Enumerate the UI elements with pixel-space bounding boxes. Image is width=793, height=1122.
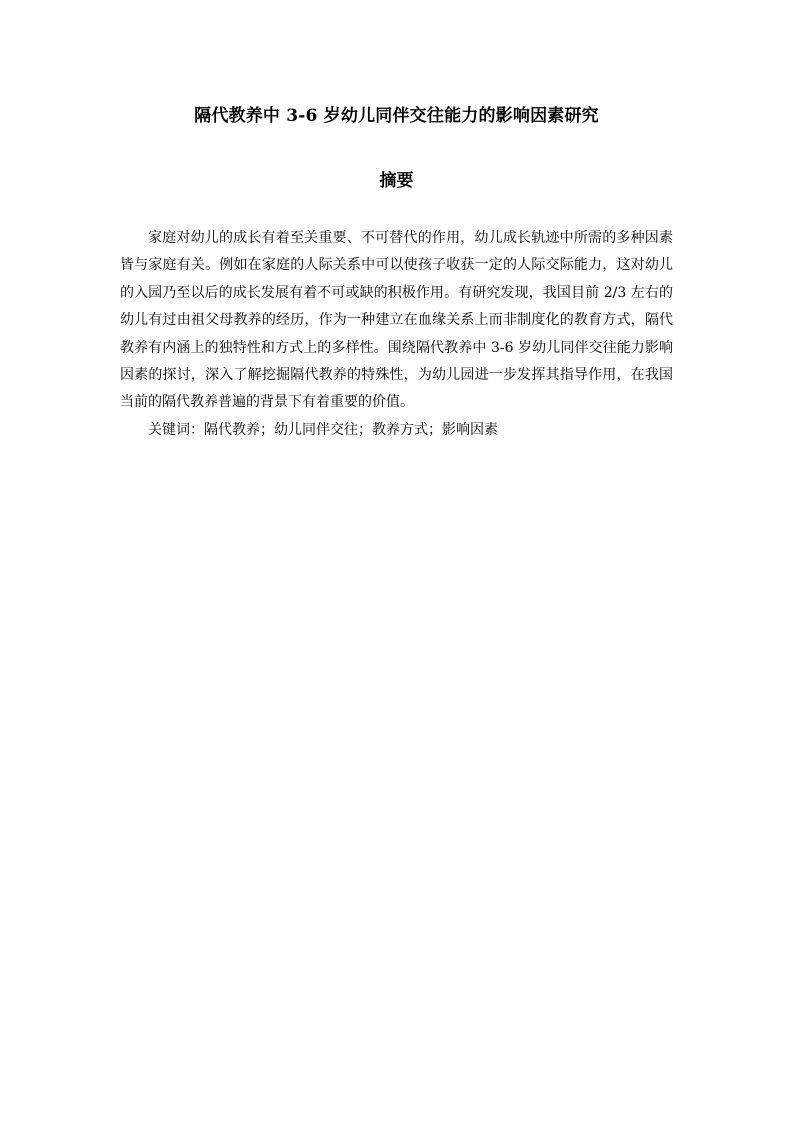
abstract-paragraph: 家庭对幼儿的成长有着至关重要、不可替代的作用，幼儿成长轨迹中所需的多种因素皆与家庭有关。例如在家庭的人际关系中可以使孩子收获一定的人际交际能力，这对幼儿的入园乃至以后的成长发展有着不可或缺的积极作用。有研究发现，我国目前 2/3 左右的幼儿有过由祖父母教养的经历，作为一种建立在血缘关系上而非制度化的教育方式，隔代教养有内涵上的独特性和方式上的多样性。围绕隔代教养中 3-6 岁幼儿同伴交往能力影响因素的探讨，深入了解挖掘隔代教养的特殊性，为幼儿园进一步发挥其指导作用，在我国当前的隔代教养普遍的背景下有着重要的价值。 (120, 230, 673, 411)
keywords-line: 关键词：隔代教养；幼儿同伴交往；教养方式；影响因素 (148, 421, 498, 438)
abstract-section (120, 225, 673, 444)
paper-title: 隔代教养中 3-6 岁幼儿同伴交往能力的影响因素研究 (194, 106, 599, 126)
abstract-heading: 摘要 (379, 171, 414, 191)
